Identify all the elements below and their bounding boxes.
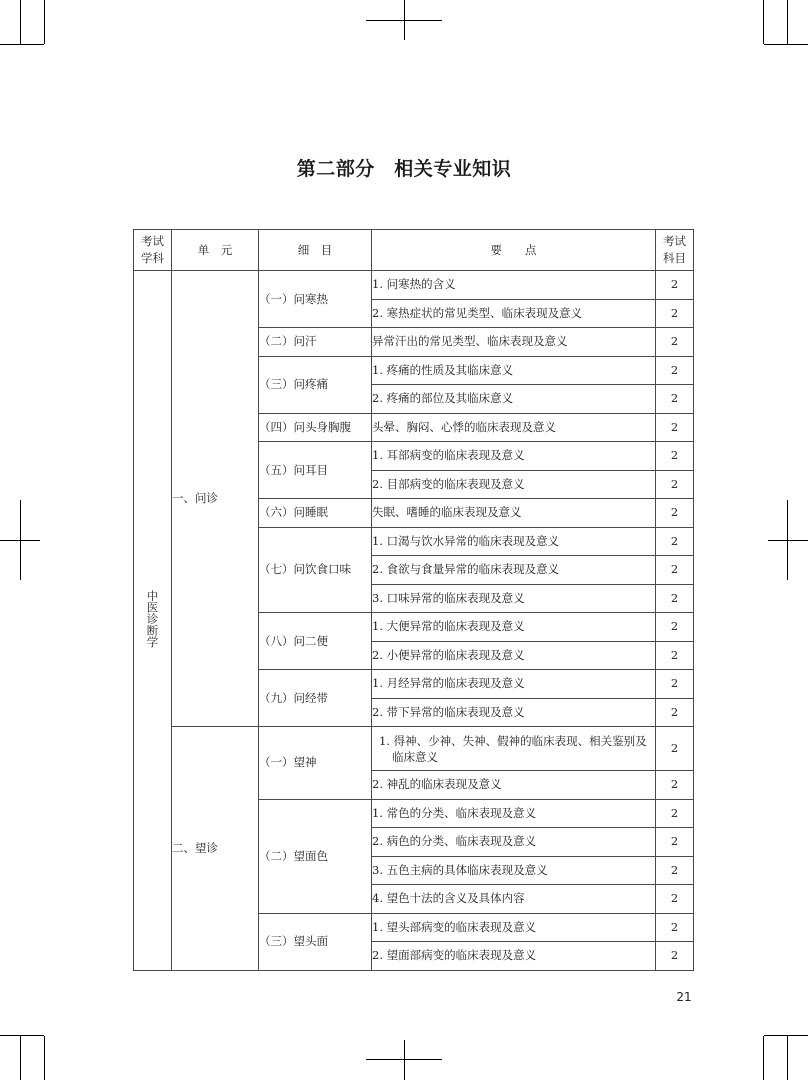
header-unit: 单 元 bbox=[172, 230, 259, 271]
point-cell: 1. 得神、少神、失神、假神的临床表现、相关鉴别及临床意义 bbox=[372, 727, 656, 771]
exam-cell: 2 bbox=[656, 641, 694, 670]
point-cell: 3. 口味异常的临床表现及意义 bbox=[372, 584, 656, 613]
exam-cell: 2 bbox=[656, 356, 694, 385]
page-title: 第二部分 相关专业知识 bbox=[296, 158, 512, 180]
exam-cell: 2 bbox=[656, 442, 694, 471]
header-point: 要 点 bbox=[372, 230, 656, 271]
item-cell: （七）问饮食口味 bbox=[259, 527, 372, 613]
table-header-row bbox=[134, 230, 694, 271]
point-cell: 2. 病色的分类、临床表现及意义 bbox=[372, 828, 656, 857]
point-cell: 1. 疼痛的性质及其临床意义 bbox=[372, 356, 656, 385]
exam-cell: 2 bbox=[656, 828, 694, 857]
point-cell: 3. 五色主病的具体临床表现及意义 bbox=[372, 856, 656, 885]
table-row bbox=[134, 271, 694, 300]
exam-cell: 2 bbox=[656, 271, 694, 300]
exam-cell: 2 bbox=[656, 470, 694, 499]
item-cell: （三）问疼痛 bbox=[259, 356, 372, 413]
header-item: 细 目 bbox=[259, 230, 372, 271]
exam-cell: 2 bbox=[656, 413, 694, 442]
point-cell: 头晕、胸闷、心悸的临床表现及意义 bbox=[372, 413, 656, 442]
point-cell: 1. 大便异常的临床表现及意义 bbox=[372, 613, 656, 642]
item-cell: （四）问头身胸腹 bbox=[259, 413, 372, 442]
exam-cell: 2 bbox=[656, 385, 694, 414]
exam-cell: 2 bbox=[656, 799, 694, 828]
exam-cell: 2 bbox=[656, 670, 694, 699]
exam-cell: 2 bbox=[656, 856, 694, 885]
exam-cell: 2 bbox=[656, 727, 694, 771]
point-cell: 2. 食欲与食量异常的临床表现及意义 bbox=[372, 556, 656, 585]
exam-cell: 2 bbox=[656, 527, 694, 556]
point-cell: 2. 神乱的临床表现及意义 bbox=[372, 771, 656, 800]
exam-cell: 2 bbox=[656, 698, 694, 727]
exam-cell: 2 bbox=[656, 771, 694, 800]
point-cell: 1. 月经异常的临床表现及意义 bbox=[372, 670, 656, 699]
point-cell: 失眠、嗜睡的临床表现及意义 bbox=[372, 499, 656, 528]
item-cell: （八）问二便 bbox=[259, 613, 372, 670]
subject-name: 中医诊断学 bbox=[145, 589, 160, 647]
point-cell: 2. 疼痛的部位及其临床意义 bbox=[372, 385, 656, 414]
unit-cell: 二、望诊 bbox=[172, 727, 259, 971]
header-subject: 考试 学科 bbox=[134, 230, 172, 271]
point-cell: 2. 望面部病变的临床表现及意义 bbox=[372, 942, 656, 971]
point-cell: 1. 问寒热的含义 bbox=[372, 271, 656, 300]
point-cell: 2. 目部病变的临床表现及意义 bbox=[372, 470, 656, 499]
item-cell: （五）问耳目 bbox=[259, 442, 372, 499]
item-cell: （一）望神 bbox=[259, 727, 372, 800]
point-cell: 1. 望头部病变的临床表现及意义 bbox=[372, 913, 656, 942]
point-cell: 2. 寒热症状的常见类型、临床表现及意义 bbox=[372, 299, 656, 328]
point-cell: 4. 望色十法的含义及具体内容 bbox=[372, 885, 656, 914]
exam-cell: 2 bbox=[656, 499, 694, 528]
point-cell: 2. 带下异常的临床表现及意义 bbox=[372, 698, 656, 727]
exam-cell: 2 bbox=[656, 942, 694, 971]
point-cell: 1. 口渴与饮水异常的临床表现及意义 bbox=[372, 527, 656, 556]
item-cell: （一）问寒热 bbox=[259, 271, 372, 328]
point-cell: 1. 常色的分类、临床表现及意义 bbox=[372, 799, 656, 828]
subject-cell bbox=[134, 271, 172, 971]
unit-cell: 一、问诊 bbox=[172, 271, 259, 727]
point-cell: 1. 耳部病变的临床表现及意义 bbox=[372, 442, 656, 471]
exam-cell: 2 bbox=[656, 613, 694, 642]
item-cell: （六）问睡眠 bbox=[259, 499, 372, 528]
exam-cell: 2 bbox=[656, 328, 694, 357]
exam-cell: 2 bbox=[656, 913, 694, 942]
table-row bbox=[134, 727, 694, 771]
item-cell: （三）望头面 bbox=[259, 913, 372, 970]
item-cell: （二）望面色 bbox=[259, 799, 372, 913]
exam-cell: 2 bbox=[656, 299, 694, 328]
syllabus-table bbox=[133, 229, 694, 971]
point-cell: 异常汗出的常见类型、临床表现及意义 bbox=[372, 328, 656, 357]
exam-cell: 2 bbox=[656, 556, 694, 585]
point-cell: 2. 小便异常的临床表现及意义 bbox=[372, 641, 656, 670]
item-cell: （九）问经带 bbox=[259, 670, 372, 727]
exam-cell: 2 bbox=[656, 885, 694, 914]
page-number: 21 bbox=[676, 990, 692, 1004]
item-cell: （二）问汗 bbox=[259, 328, 372, 357]
exam-cell: 2 bbox=[656, 584, 694, 613]
header-exam: 考试 科目 bbox=[656, 230, 694, 271]
